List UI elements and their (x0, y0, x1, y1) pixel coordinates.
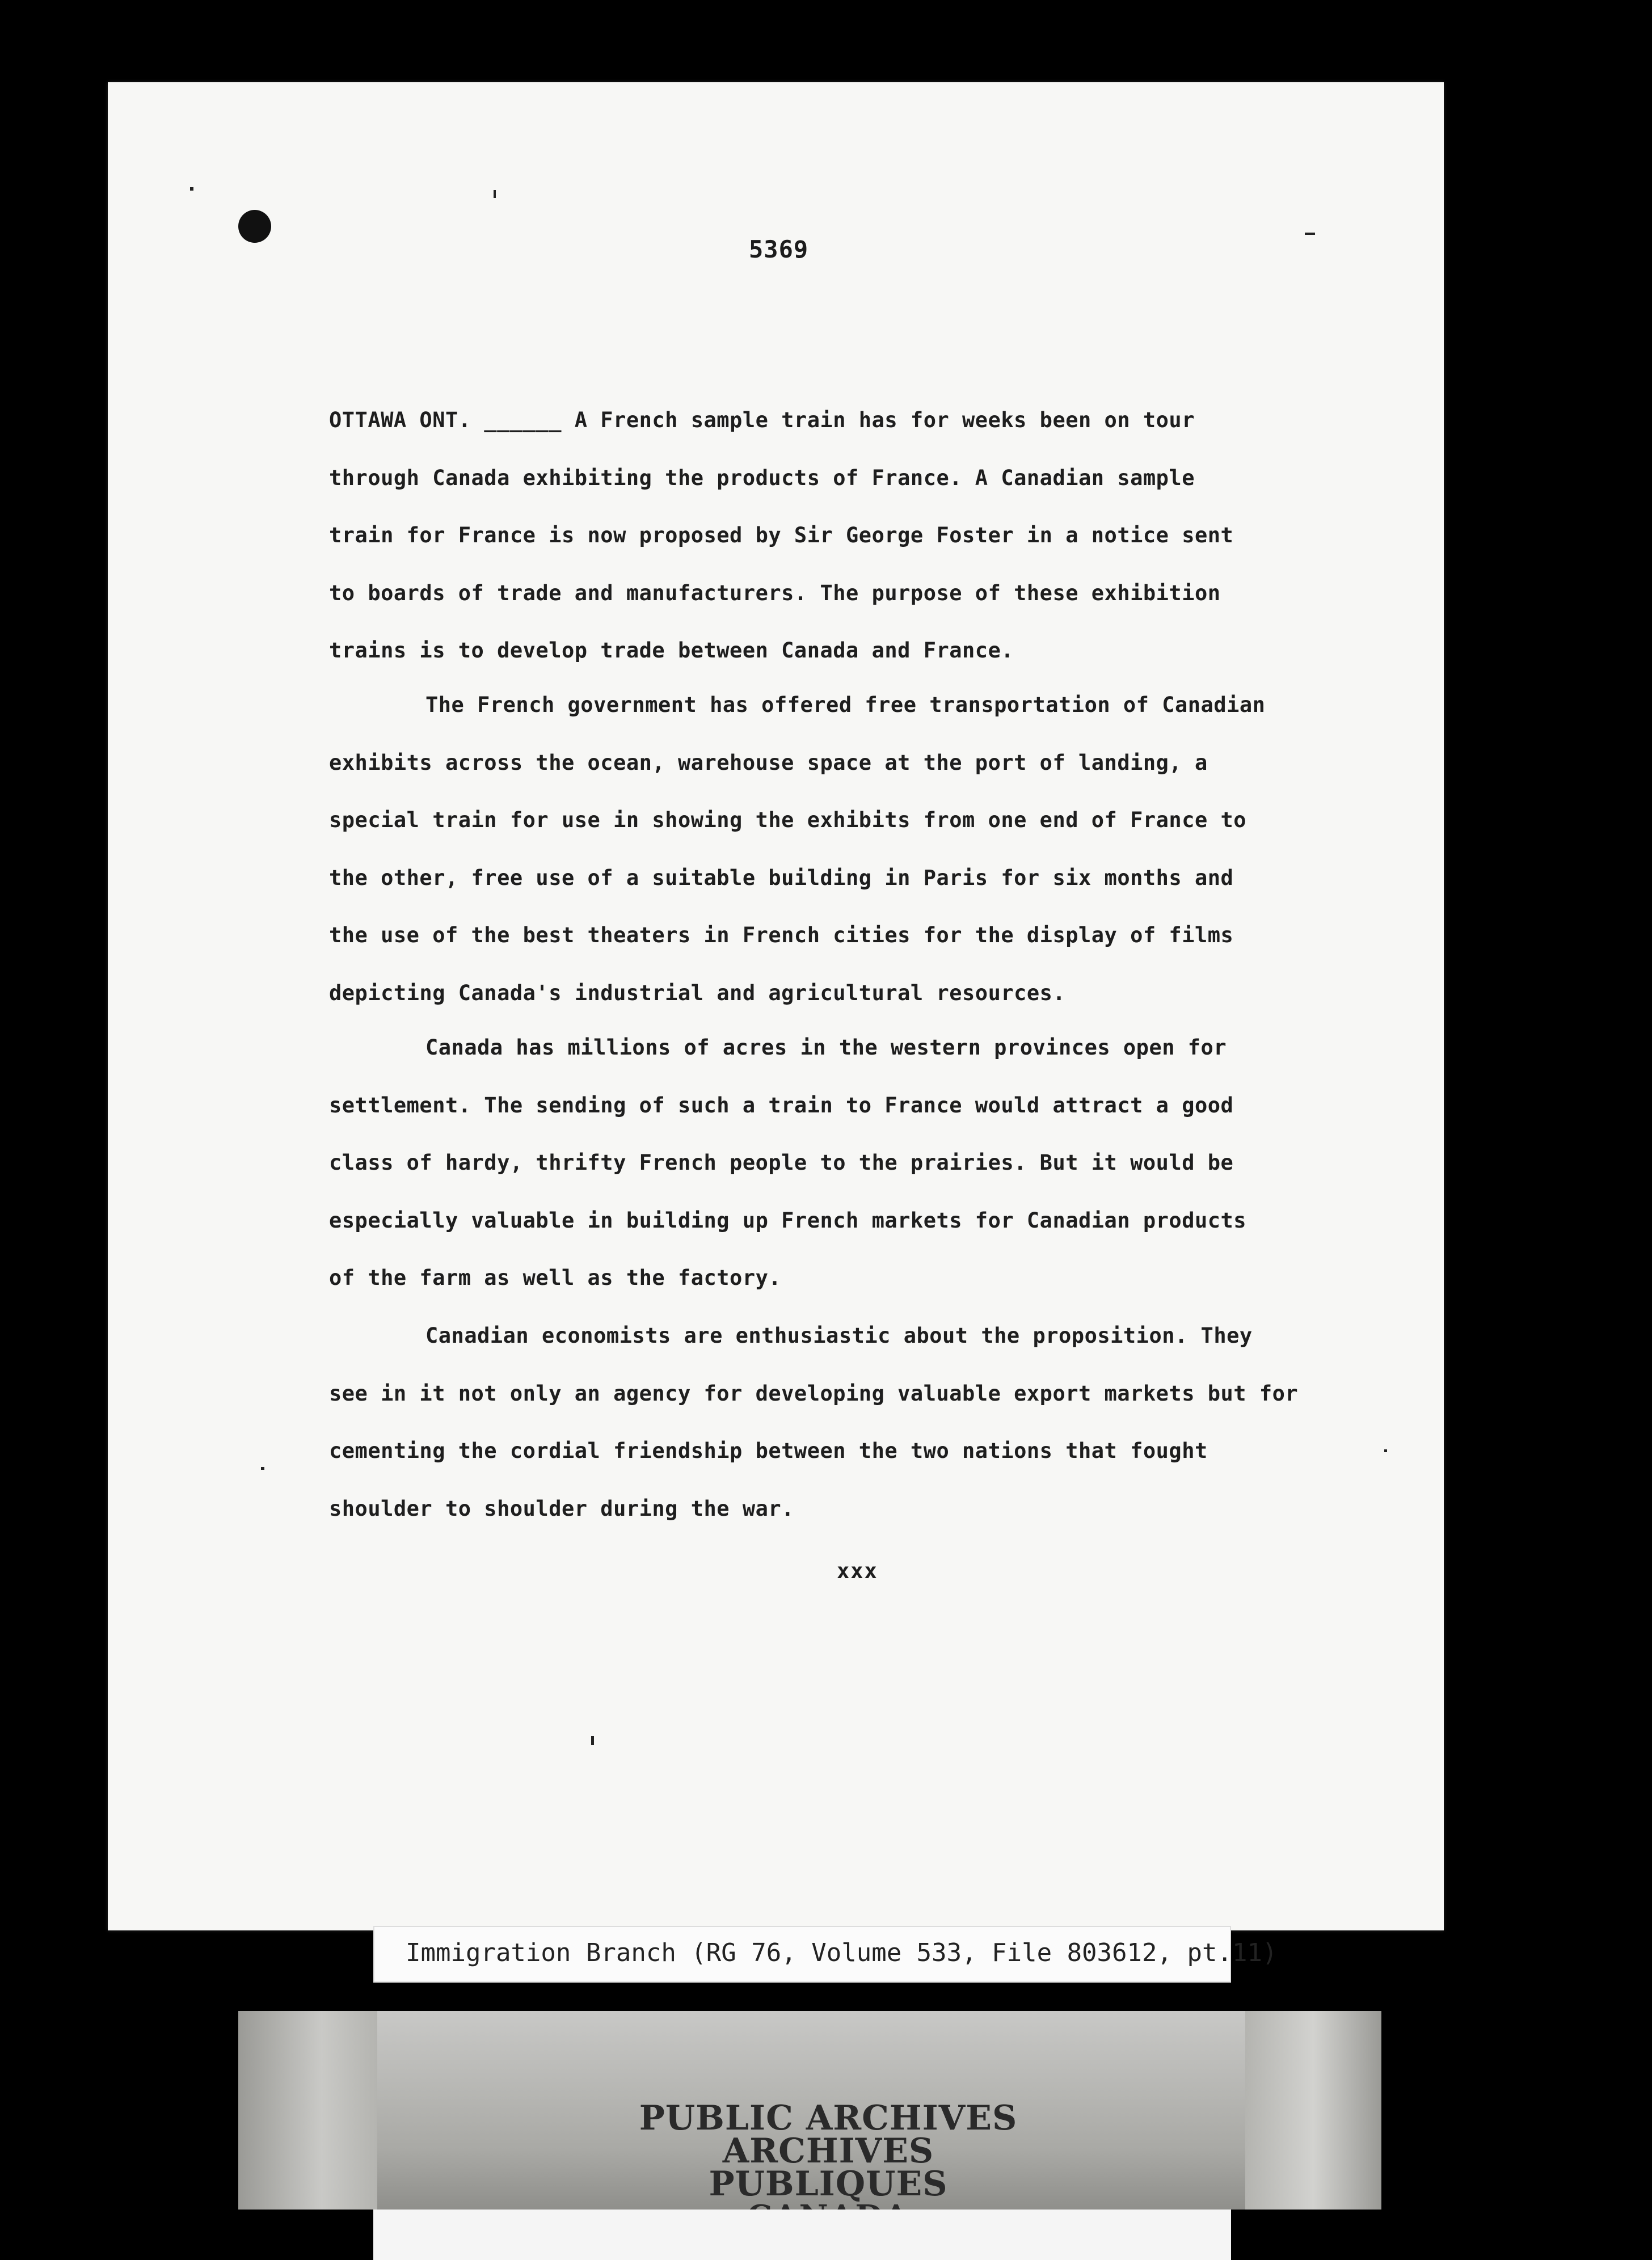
paragraph-3 (329, 1019, 1396, 1307)
paragraph-text: Canadian economists are enthusiastic about the proposition. They see in it not only an agency for developing valuable export markets but for cementing the cordial friendship between the two nations that fought shoulder to shoulder during the war. (329, 1323, 1299, 1521)
paragraph-1 (329, 391, 1396, 680)
punch-hole (238, 210, 271, 243)
stamp-line: ARCHIVES PUBLIQUES (709, 2131, 948, 2204)
archive-reference-label (373, 1926, 1278, 1983)
speck (1305, 233, 1315, 235)
paragraph-text: OTTAWA ONT. ______ A French sample train has for weeks been on tour through Canada exhibiting the products of France. A Canadian sample train for France is now proposed by Sir George Foster in a notice sent to boards of trade and manufacturers. The purpose of these exhibition trains is to develop trade between Canada and France. (329, 408, 1234, 663)
paragraph-2 (329, 676, 1396, 1022)
paragraph-text: The French government has offered free transportation of Canadian exhibits across the ocean, warehouse space at the port of landing, a special train for use in showing the exhibits from one end of France to the other, free use of a suitable building in Paris for six months and the use of the best theaters in French cities for the display of films depicting Canada's industrial and agricultural resources. (329, 693, 1266, 1005)
speck (261, 1467, 264, 1470)
paragraph-4 (329, 1307, 1396, 1537)
archive-reference-text: Immigration Branch (RG 76, Volume 533, File 803612, pt.11) (406, 1938, 1278, 1967)
stamp-line: PUBLIC ARCHIVES (639, 2098, 1018, 2138)
speck (190, 187, 193, 191)
tape-left-edge (238, 2011, 377, 2210)
end-mark: xxx (837, 1559, 878, 1583)
page-number: 5369 (749, 235, 809, 263)
speck (591, 1736, 594, 1745)
tape-right-edge (1245, 2011, 1381, 2210)
paragraph-text: Canada has millions of acres in the western provinces open for settlement. The sending of such a train to France would attract a good class of hardy, thrifty French people to the prairies. But it would be especially valuable in building up French markets for Canadian products of the farm as well as the factory. (329, 1035, 1247, 1290)
speck (494, 190, 496, 198)
film-edge (373, 2210, 1231, 2260)
